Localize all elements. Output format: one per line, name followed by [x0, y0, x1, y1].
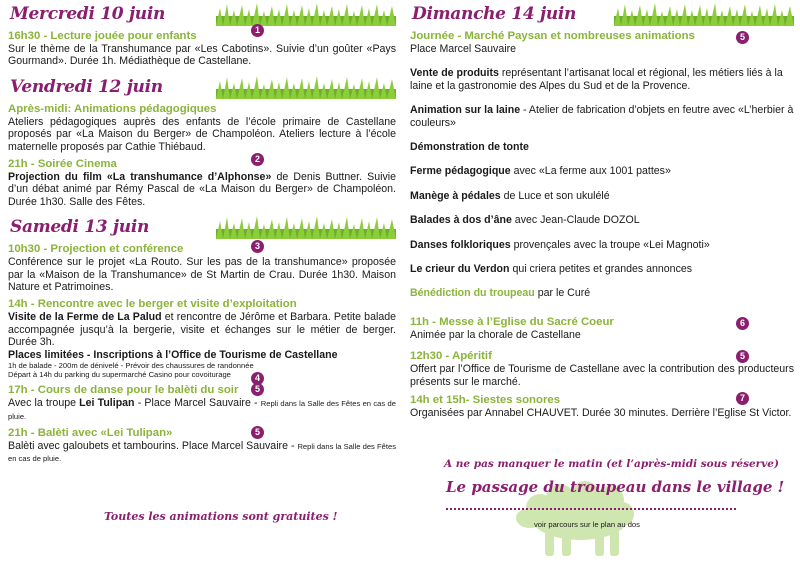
activity-item — [410, 67, 794, 92]
map-marker-number: 6 — [736, 317, 749, 330]
activity-name: Bénédiction du troupeau — [410, 287, 535, 300]
event-projection-conference — [8, 243, 396, 293]
event-description: Ateliers pédagogiques auprès des enfants de l’école primaire de Castellane proposés par «La Maison du Berger» de Champoléon. Ateliers lecture à l’école maternelle proposés par Cathie Thiébaud. — [8, 115, 396, 153]
event-title: 10h30 - Projection et conférence — [8, 243, 184, 256]
event-rencontre-berger — [8, 298, 396, 384]
activity-text: de Luce et son ukulélé — [500, 189, 610, 202]
activity-name: Vente de produits — [410, 67, 499, 80]
activity-text: - Atelier de fabrication d’objets en feutre avec «L’herbier à couleurs» — [410, 104, 794, 129]
map-marker-number: 1 — [251, 24, 264, 37]
day-header-friday — [8, 73, 396, 103]
event-title: 12h30 - Apéritif — [410, 350, 492, 363]
event-text: de Denis Buttner. Suivie d’un débat animé par Rémy Pascal de «La Maison du Berger» de Champoléon. Durée 1h30. Salle des Fêtes. — [8, 171, 396, 208]
event-title: 21h - Soirée Cinema — [8, 158, 117, 171]
free-entry-note: Toutes les animations sont gratuites ! — [104, 510, 338, 523]
day-title: Vendredi 12 juin — [10, 76, 163, 97]
activity-text: qui criera petites et grandes annonces — [509, 263, 693, 276]
event-places: Places limitées - Inscriptions à l’Office de Tourisme de Castellane — [8, 348, 338, 361]
event-baleti — [8, 427, 396, 465]
activity-item — [410, 214, 794, 226]
event-title: 11h - Messe à l’Eglise du Sacré Coeur — [410, 315, 614, 328]
day-title: Samedi 13 juin — [10, 217, 150, 238]
event-soiree-cinema — [8, 154, 396, 208]
activity-text: provençales avec la troupe «Lei Magnoti» — [510, 238, 710, 251]
event-marche-paysan — [410, 30, 794, 55]
event-title: 14h et 15h- Siestes sonores — [410, 394, 561, 407]
event-description: Animée par la chorale de Castellane — [410, 328, 581, 341]
activity-name: Ferme pédagogique — [410, 165, 511, 178]
event-highlight: Visite de la Ferme de La Palud — [8, 311, 162, 324]
event-description — [8, 311, 396, 348]
notice-headline: Le passage du troupeau dans le village ! — [446, 478, 785, 496]
map-marker-number: 2 — [251, 153, 264, 166]
left-column — [8, 0, 396, 523]
activity-text: représentant l’artisanat local et régional, les métiers liés à la laine et la gastronomie des Alpes du Sud et de la Provence. — [410, 67, 783, 92]
event-description: Sur le thème de la Transhumance par «Les Cabotins». Suivie d’un goûter «Pays Gourmand». Durée 1h. Médiathèque de Castellane. — [8, 43, 396, 68]
map-reference-note: voir parcours sur le plan au dos — [534, 520, 640, 529]
event-animations-pedagogiques — [8, 103, 396, 153]
event-description: Organisées par Annabel CHAUVET. Durée 30 minutes. Derrière l’Eglise St Victor. — [410, 407, 792, 420]
map-marker-number: 5 — [736, 350, 749, 363]
right-column — [410, 0, 794, 529]
activity-text: avec «La ferme aux 1001 pattes» — [510, 165, 671, 178]
event-note: Repli dans la Salle des Fêtes en cas de pluie. — [8, 441, 396, 464]
event-title: Journée - Marché Paysan et nombreuses animations — [410, 30, 695, 42]
event-text: - Place Marcel Sauvaire - — [134, 397, 261, 410]
grass-decoration — [614, 2, 794, 26]
activity-name: Balades à dos d’âne — [410, 214, 512, 227]
activity-item — [410, 239, 794, 251]
activity-item — [410, 165, 794, 177]
map-marker-number: 3 — [251, 240, 264, 253]
event-description — [8, 440, 396, 465]
event-siestes-sonores — [410, 394, 794, 419]
activity-name: Démonstration de tonte — [410, 141, 529, 154]
day-title: Mercredi 10 juin — [10, 4, 166, 24]
event-highlight: Projection du film «La transhumance d’Alphonse» — [8, 171, 272, 184]
event-description: Offert par l’Office de Tourisme de Castellane avec la contribution des producteurs présents sur le marché. — [410, 363, 794, 388]
activity-name: Danses folkloriques — [410, 238, 511, 251]
activity-item — [410, 104, 794, 129]
day-header-wednesday — [8, 0, 396, 30]
activity-item — [410, 263, 794, 275]
map-marker-number: 5 — [736, 31, 749, 44]
event-title: 21h - Balèti avec «Lei Tulipan» — [8, 426, 173, 439]
grass-decoration — [216, 215, 396, 239]
activity-text: par le Curé — [534, 287, 591, 300]
activity-text: avec Jean-Claude DOZOL — [511, 214, 640, 227]
day-header-sunday — [410, 0, 794, 30]
dotted-divider — [446, 508, 736, 510]
event-description: Place Marcel Sauvaire — [410, 43, 516, 55]
event-text: Avec la troupe — [8, 397, 80, 410]
event-highlight: Lei Tulipan — [79, 397, 135, 410]
map-marker-number: 5 — [251, 383, 264, 396]
map-marker-number: 7 — [736, 392, 749, 405]
activity-item — [410, 141, 794, 153]
day-title: Dimanche 14 juin — [412, 4, 577, 24]
event-lecture — [8, 25, 396, 68]
event-title: 17h - Cours de danse pour le balèti du soir — [8, 384, 239, 397]
event-cours-danse — [8, 384, 396, 422]
event-title: 14h - Rencontre avec le berger et visite d’exploitation — [8, 298, 297, 311]
notice-line: A ne pas manquer le matin (et l’après-midi sous réserve) — [444, 458, 779, 470]
event-description — [8, 397, 396, 422]
event-title: 16h30 - Lecture jouée pour enfants — [8, 30, 197, 42]
day-header-saturday — [8, 213, 396, 243]
event-note: Départ à 14h du parking du supermarché Casino pour covoiturage — [8, 370, 231, 380]
event-aperitif — [410, 350, 794, 388]
activity-item — [410, 287, 794, 299]
activity-name: Le crieur du Verdon — [410, 263, 510, 276]
event-text: et rencontre de Jérôme et Barbara. Petite balade accompagnée jusqu’à la bergerie, visite et échanges sur le métier de berger. Durée 3h. — [8, 311, 396, 349]
event-description — [8, 171, 396, 208]
map-marker-number: 4 — [251, 372, 264, 385]
activity-name: Manège à pédales — [410, 189, 501, 202]
event-text: Balèti avec galoubets et tambourins. Place Marcel Sauvaire - — [8, 439, 298, 452]
event-note: Repli dans la Salle des Fêtes en cas de pluie. — [8, 399, 396, 421]
event-note: 1h de balade - 200m de dénivelé - Prévoir des chaussures de randonnée — [8, 361, 254, 371]
grass-decoration — [216, 75, 396, 99]
activity-name: Animation sur la laine — [410, 104, 521, 117]
event-title: Après-midi: Animations pédagogiques — [8, 102, 217, 115]
event-messe — [410, 316, 794, 341]
grass-decoration — [216, 2, 396, 26]
event-description: Conférence sur le projet «La Routo. Sur les pas de la transhumance» proposée par la «Maison de la Transhumance» de St Martin de Crau. Durée 1h30. Maison Nature et Patrimoines. — [8, 256, 396, 294]
activity-item — [410, 190, 794, 202]
map-marker-number: 5 — [251, 426, 264, 439]
